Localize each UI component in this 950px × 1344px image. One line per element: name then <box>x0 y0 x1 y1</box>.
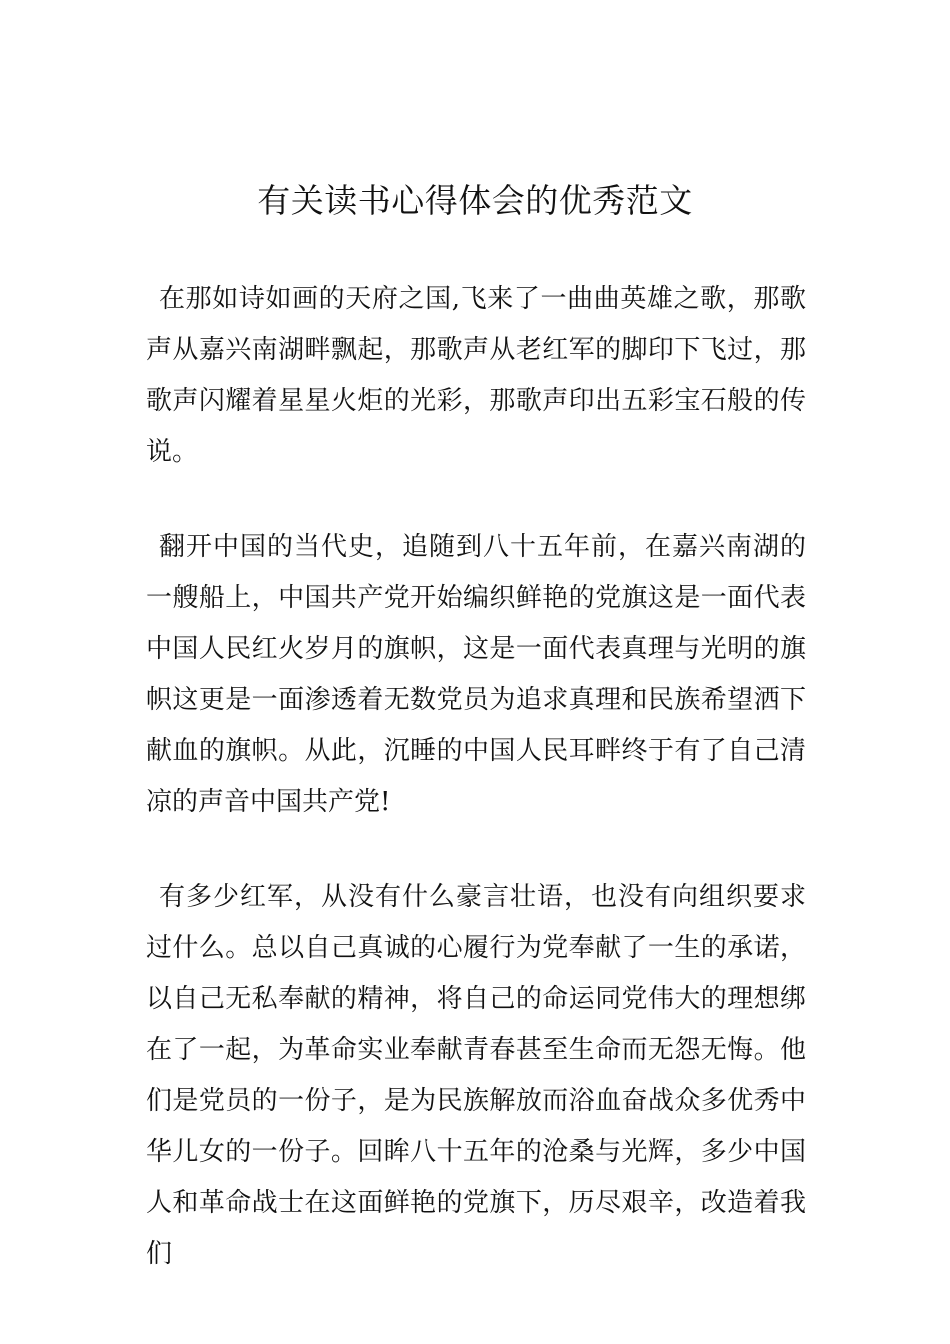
document-title: 有关读书心得体会的优秀范文 <box>257 181 693 220</box>
paragraph-1: 在那如诗如画的天府之国,飞来了一曲曲英雄之歌，那歌声从嘉兴南湖畔飘起，那歌声从老红军的脚印下飞过，那歌声闪耀着星星火炬的光彩，那歌声印出五彩宝石般的传说。 <box>146 284 806 467</box>
paragraph-2: 翻开中国的当代史，追随到八十五年前，在嘉兴南湖的一艘船上，中国共产党开始编织鲜艳的党旗这是一面代表中国人民红火岁月的旗帜，这是一面代表真理与光明的旗帜这更是一面渗透着无数党员为追求真理和民族希望洒下献血的旗帜。从此，沉睡的中国人民耳畔终于有了自己清凉的声音中国共产党! <box>146 532 806 817</box>
paragraph-3: 有多少红军，从没有什么豪言壮语，也没有向组织要求过什么。总以自己真诚的心履行为党奉献了一生的承诺，以自己无私奉献的精神，将自己的命运同党伟大的理想绑在了一起，为革命实业奉献青春甚至生命而无怨无悔。他们是党员的一份子，是为民族解放而浴血奋战众多优秀中华儿女的一份子。回眸八十五年的沧桑与光辉，多少中国人和革命战士在这面鲜艳的党旗下，历尽艰辛，改造着我们 <box>146 882 806 1269</box>
